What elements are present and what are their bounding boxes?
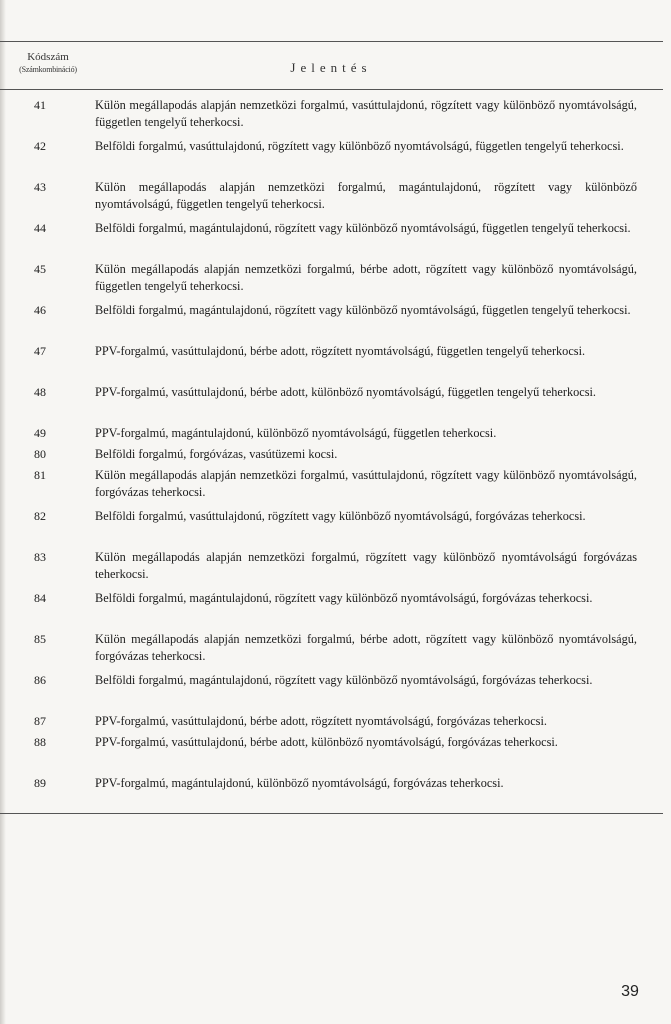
row-meaning: Külön megállapodás alapján nemzetközi forgalmú, bérbe adott, rögzített vagy különböző nyomtávolságú, független tengelyű teherkocsi. xyxy=(95,262,637,293)
row-meaning: Külön megállapodás alapján nemzetközi forgalmú, rögzített vagy különböző nyomtávolságú forgóvázas teherkocsi. xyxy=(95,550,637,581)
table-row xyxy=(0,302,663,343)
code-column-label: Kódszám xyxy=(27,51,69,63)
table-row xyxy=(0,425,663,446)
table-row xyxy=(0,508,663,549)
code-column-header xyxy=(6,51,90,76)
table-row xyxy=(0,467,663,508)
row-code: 87 xyxy=(34,714,46,728)
row-meaning: Külön megállapodás alapján nemzetközi forgalmú, vasúttulajdonú, rögzített vagy különböző nyomtávolságú, független tengelyű teherkocsi. xyxy=(95,98,637,129)
row-meaning: PPV-forgalmú, vasúttulajdonú, bérbe adott, különböző nyomtávolságú, forgóvázas teherkocsi. xyxy=(95,735,558,749)
row-code: 47 xyxy=(34,344,46,358)
table-row xyxy=(0,549,663,590)
meaning-column-header: Jelentés xyxy=(290,60,372,75)
table-bottom-rule xyxy=(0,813,663,814)
table-row xyxy=(0,446,663,467)
row-code: 81 xyxy=(34,468,46,482)
row-code: 45 xyxy=(34,262,46,276)
table-row xyxy=(0,775,663,796)
row-meaning: Belföldi forgalmú, magántulajdonú, rögzített vagy különböző nyomtávolságú, független tengelyű teherkocsi. xyxy=(95,221,631,235)
row-code: 43 xyxy=(34,180,46,194)
row-meaning: Belföldi forgalmú, magántulajdonú, rögzített vagy különböző nyomtávolságú, forgóvázas teherkocsi. xyxy=(95,673,593,687)
row-meaning: Külön megállapodás alapján nemzetközi forgalmú, magántulajdonú, rögzített vagy különböző nyomtávolságú, független tengelyű teherkocsi. xyxy=(95,180,637,211)
row-code: 86 xyxy=(34,673,46,687)
row-code: 89 xyxy=(34,776,46,790)
table-row xyxy=(0,631,663,672)
row-code: 84 xyxy=(34,591,46,605)
row-code: 41 xyxy=(34,98,46,112)
row-meaning: PPV-forgalmú, vasúttulajdonú, bérbe adott, különböző nyomtávolságú, független tengelyű teherkocsi. xyxy=(95,385,597,399)
row-code: 85 xyxy=(34,632,46,646)
row-meaning: Belföldi forgalmú, forgóvázas, vasútüzemi kocsi. xyxy=(95,447,338,461)
table-header xyxy=(0,41,663,89)
code-column-sublabel: (Számkombináció) xyxy=(19,65,77,74)
row-code: 83 xyxy=(34,550,46,564)
row-meaning: Belföldi forgalmú, vasúttulajdonú, rögzített vagy különböző nyomtávolságú, független tengelyű teherkocsi. xyxy=(95,139,624,153)
row-code: 46 xyxy=(34,303,46,317)
row-code: 80 xyxy=(34,447,46,461)
row-code: 48 xyxy=(34,385,46,399)
row-code: 42 xyxy=(34,139,46,153)
row-meaning: PPV-forgalmú, vasúttulajdonú, bérbe adott, rögzített nyomtávolságú, független tengelyű teherkocsi. xyxy=(95,344,586,358)
row-code: 88 xyxy=(34,735,46,749)
row-meaning: Belföldi forgalmú, magántulajdonú, rögzített vagy különböző nyomtávolságú, független tengelyű teherkocsi. xyxy=(95,303,631,317)
table-row xyxy=(0,343,663,384)
table-row xyxy=(0,179,663,220)
row-meaning: Belföldi forgalmú, magántulajdonú, rögzített vagy különböző nyomtávolságú, forgóvázas teherkocsi. xyxy=(95,591,593,605)
table-row xyxy=(0,734,663,775)
row-meaning: PPV-forgalmú, vasúttulajdonú, bérbe adott, rögzített nyomtávolságú, forgóvázas teherkocsi. xyxy=(95,714,547,728)
table-row xyxy=(0,384,663,425)
header-rule xyxy=(0,89,663,90)
table-row xyxy=(0,138,663,179)
row-code: 49 xyxy=(34,426,46,440)
table-row xyxy=(0,590,663,631)
table-row xyxy=(0,261,663,302)
row-code: 82 xyxy=(34,509,46,523)
table-body xyxy=(0,97,663,796)
row-code: 44 xyxy=(34,221,46,235)
table-row xyxy=(0,672,663,713)
row-meaning: PPV-forgalmú, magántulajdonú, különböző nyomtávolságú, forgóvázas teherkocsi. xyxy=(95,776,504,790)
page-number: 39 xyxy=(621,983,639,1000)
row-meaning: Külön megállapodás alapján nemzetközi forgalmú, vasúttulajdonú, rögzített vagy különböző nyomtávolságú, forgóvázas teherkocsi. xyxy=(95,468,637,499)
row-meaning: Külön megállapodás alapján nemzetközi forgalmú, bérbe adott, rögzített vagy különböző nyomtávolságú, forgóvázas teherkocsi. xyxy=(95,632,637,663)
table-row xyxy=(0,220,663,261)
table-row xyxy=(0,713,663,734)
table-row xyxy=(0,97,663,138)
row-meaning: PPV-forgalmú, magántulajdonú, különböző nyomtávolságú, független teherkocsi. xyxy=(95,426,497,440)
row-meaning: Belföldi forgalmú, vasúttulajdonú, rögzített vagy különböző nyomtávolságú, forgóvázas teherkocsi. xyxy=(95,509,586,523)
